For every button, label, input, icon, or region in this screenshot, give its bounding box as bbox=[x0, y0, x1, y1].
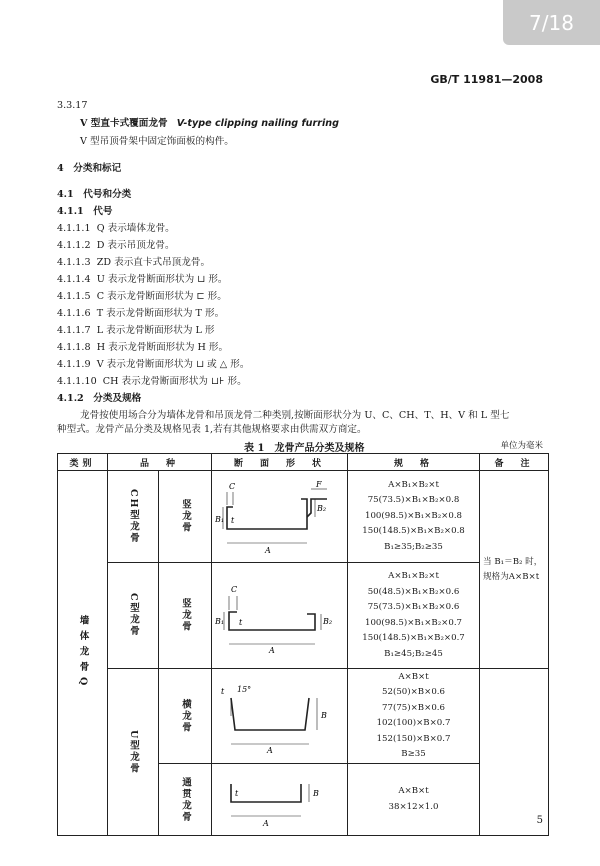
clause-number: 3.3.17 bbox=[57, 100, 88, 111]
dim-b2-label: B₂ bbox=[322, 616, 332, 626]
spec-table bbox=[57, 453, 549, 836]
code-item: 4.1.1.10 CH 表示龙骨断面形状为 ⊔⊦ 形。 bbox=[57, 376, 247, 387]
dim-a-label: A bbox=[262, 818, 269, 828]
header-remark: 备 注 bbox=[480, 454, 549, 471]
variety-cell: U型龙骨 bbox=[108, 669, 159, 836]
subtype-cell: 竖龙骨 bbox=[159, 563, 212, 669]
u-through-section-diagram bbox=[215, 770, 345, 830]
variety-cell: C型龙骨 bbox=[108, 563, 159, 669]
dim-a-label: A bbox=[268, 645, 275, 655]
dim-b-label: B bbox=[312, 788, 319, 798]
code-item: 4.1.1.5 C 表示龙骨断面形状为 ⊏ 形。 bbox=[57, 291, 227, 302]
header-spec: 规 格 bbox=[348, 454, 480, 471]
header-variety: 品 种 bbox=[108, 454, 212, 471]
table-unit: 单位为毫米 bbox=[500, 441, 543, 451]
code-item: 4.1.1.4 U 表示龙骨断面形状为 ⊔ 形。 bbox=[57, 274, 228, 285]
code-item: 4.1.1.9 V 表示龙骨断面形状为 ⊔ 或 △ 形。 bbox=[57, 359, 250, 370]
page-indicator-badge: 7/18 bbox=[503, 0, 600, 45]
subtype-cell: 竖龙骨 bbox=[159, 471, 212, 563]
dim-c-label: C bbox=[230, 584, 237, 594]
code-item: 4.1.1.6 T 表示龙骨断面形状为 T 形。 bbox=[57, 308, 225, 319]
dim-b1-label: B₁ bbox=[214, 514, 224, 524]
section-heading: 4 分类和标记 bbox=[57, 163, 122, 174]
dim-b2-label: B₂ bbox=[316, 503, 326, 513]
dim-b-label: B bbox=[320, 711, 327, 720]
dim-t-label: t bbox=[220, 687, 224, 696]
table-row bbox=[58, 471, 549, 563]
term-cn: V 型直卡式覆面龙骨 bbox=[80, 118, 168, 129]
variety-cell: CH型龙骨 bbox=[108, 471, 159, 563]
remark-cell: 当 B₁＝B₂ 时，规格为A×B×t bbox=[480, 471, 549, 669]
code-item: 4.1.1.7 L 表示龙骨断面形状为 L 形 bbox=[57, 325, 215, 336]
dim-t-label: t bbox=[238, 617, 242, 627]
section-diagram-cell bbox=[212, 563, 348, 669]
header-section: 断 面 形 状 bbox=[212, 454, 348, 471]
clause-title bbox=[80, 118, 339, 130]
spec-cell: A×B×t 38×12×1.0 bbox=[348, 764, 480, 836]
u-shape-symbol: ⊔ bbox=[197, 274, 206, 285]
c-section-diagram bbox=[215, 576, 345, 656]
dim-b1-label: B₁ bbox=[214, 616, 224, 626]
dim-a-label: A bbox=[264, 545, 271, 555]
subsection-heading: 4.1.1 代号 bbox=[57, 206, 113, 217]
subtype-cell: 横龙骨 bbox=[159, 669, 212, 764]
u-horizontal-section-diagram bbox=[215, 676, 345, 756]
dim-t-label: t bbox=[230, 515, 234, 525]
subtype-cell: 通贯龙骨 bbox=[159, 764, 212, 836]
table-row bbox=[58, 669, 549, 764]
spec-cell: A×B₁×B₂×t 75(73.5)×B₁×B₂×0.8 100(98.5)×B₁×B₂×0.8 150(148.5)×B₁×B₂×0.8 B₁≥35;B₂≥35 bbox=[348, 471, 480, 563]
subsection-heading: 4.1.2 分类及规格 bbox=[57, 393, 142, 404]
standard-number: GB/T 11981—2008 bbox=[430, 73, 543, 86]
clause-definition: V 型吊顶骨架中固定饰面板的构件。 bbox=[80, 136, 234, 147]
c-shape-symbol: ⊏ bbox=[196, 291, 205, 302]
v-shape-symbol: ⊔ 或 △ bbox=[196, 359, 228, 370]
term-en: V-type clipping nailing furring bbox=[176, 118, 339, 129]
paragraph: 龙骨按使用场合分为墙体龙骨和吊顶龙骨二种类别,按断面形状分为 U、C、CH、T、H、V 和 L 型七 bbox=[80, 410, 510, 421]
code-item: 4.1.1.2 D 表示吊顶龙骨。 bbox=[57, 240, 175, 251]
code-item: 4.1.1.1 Q 表示墙体龙骨。 bbox=[57, 223, 175, 234]
remark-cell-empty bbox=[480, 669, 549, 836]
page-number: 5 bbox=[536, 815, 543, 826]
spec-cell: A×B₁×B₂×t 50(48.5)×B₁×B₂×0.6 75(73.5)×B₁×B₂×0.6 100(98.5)×B₁×B₂×0.7 150(148.5)×B₁×B₂×0.7 B₁≥45;B₂≥45 bbox=[348, 563, 480, 669]
paragraph: 种型式。龙骨产品分类及规格见表 1,若有其他规格要求由供需双方商定。 bbox=[57, 424, 367, 435]
code-item: 4.1.1.8 H 表示龙骨断面形状为 H 形。 bbox=[57, 342, 229, 353]
section-diagram-cell bbox=[212, 471, 348, 563]
dim-c-label: C bbox=[228, 481, 235, 491]
table-header-row bbox=[58, 454, 549, 471]
table-caption: 表 1 龙骨产品分类及规格 bbox=[244, 443, 365, 454]
dim-t-label: t bbox=[234, 788, 238, 798]
dim-a-label: A bbox=[266, 746, 273, 755]
ch-section-diagram bbox=[215, 477, 345, 557]
ch-shape-symbol: ⊔⊦ bbox=[210, 376, 225, 387]
section-diagram-cell bbox=[212, 669, 348, 764]
code-item: 4.1.1.3 ZD 表示直卡式吊顶龙骨。 bbox=[57, 257, 211, 268]
dim-f-label: F bbox=[315, 479, 322, 489]
angle-label: 15° bbox=[236, 685, 251, 694]
table-row bbox=[58, 563, 549, 669]
subsection-heading: 4.1 代号和分类 bbox=[57, 189, 132, 200]
spec-cell: A×B×t 52(50)×B×0.6 77(75)×B×0.6 102(100)×B×0.7 152(150)×B×0.7 B≥35 bbox=[348, 669, 480, 764]
header-category: 类别 bbox=[58, 454, 108, 471]
section-diagram-cell bbox=[212, 764, 348, 836]
category-cell: 墙体龙骨Q bbox=[58, 471, 108, 836]
